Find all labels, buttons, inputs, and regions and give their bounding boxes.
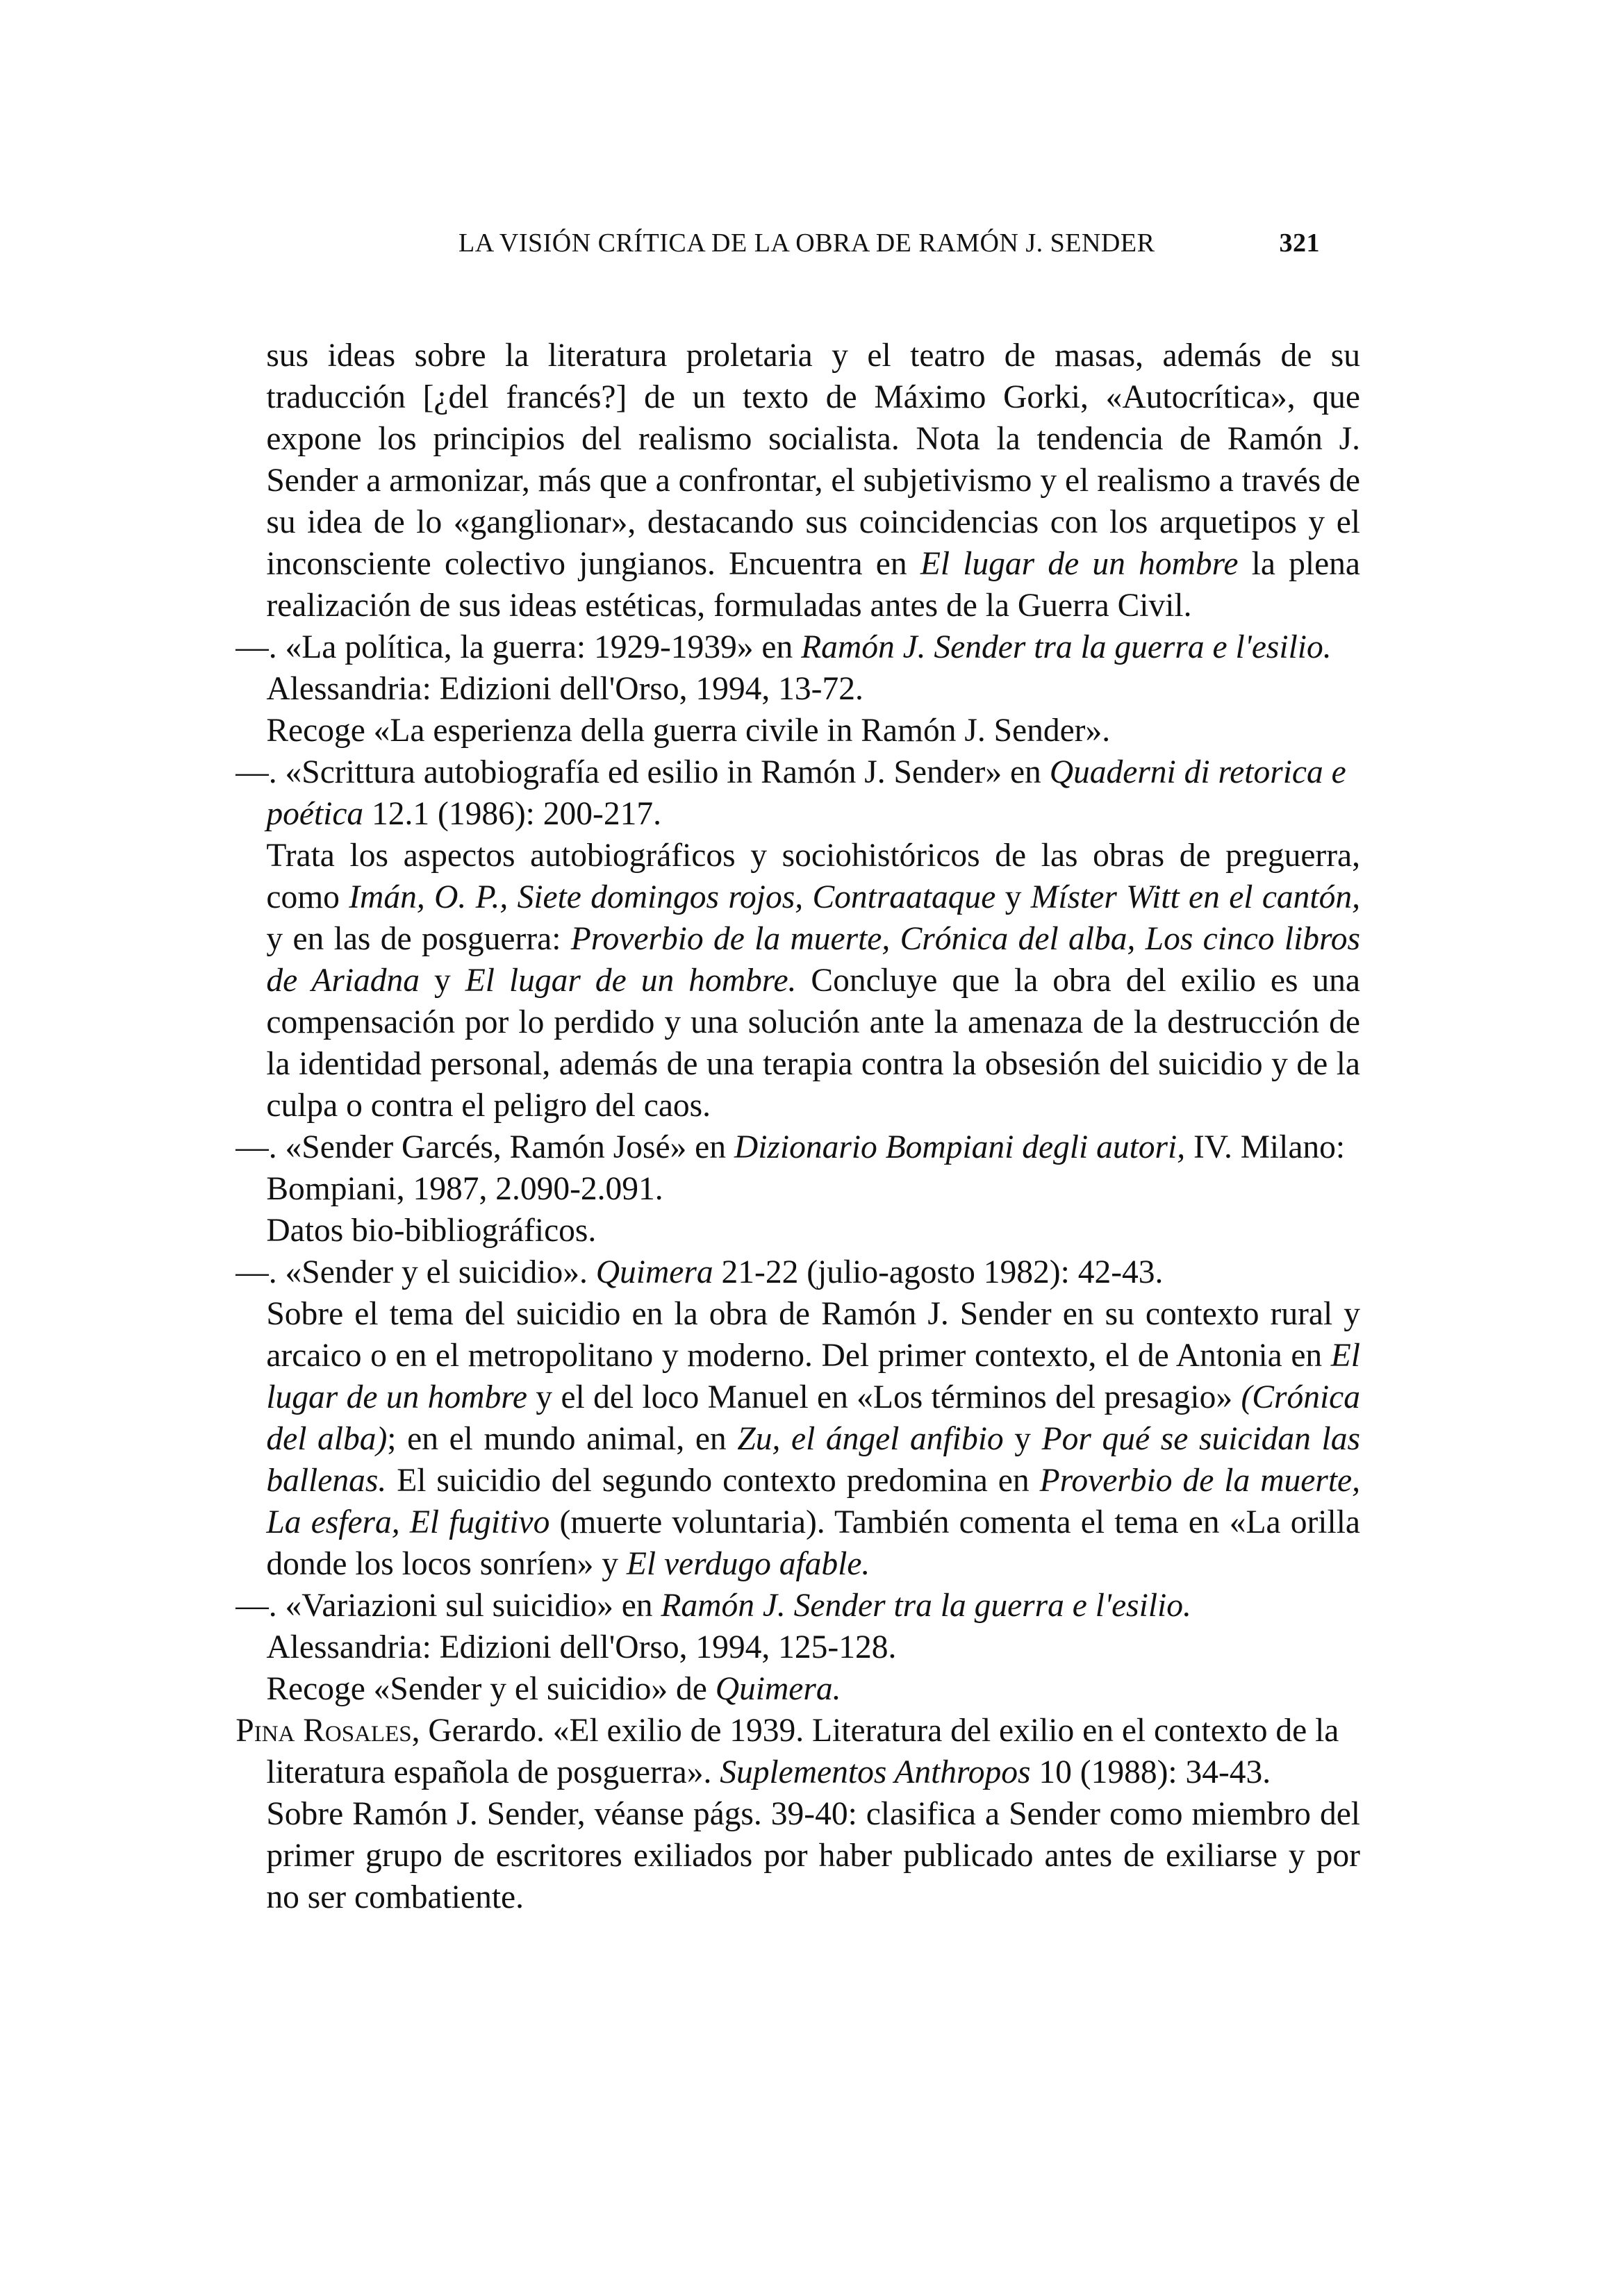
text-run: y: [995, 879, 1031, 915]
text-run: Trata los aspectos autobiográficos y sociohistóricos de las obras de preguerra, como: [266, 838, 1360, 915]
italic-title: El lugar de un hombre: [266, 1338, 1360, 1415]
text-run: 10 (1988): 34-43.: [1030, 1754, 1271, 1790]
bibliography-entry: [235, 1126, 1360, 1251]
entry-summary: [235, 710, 1360, 751]
author-name: Pina Rosales: [235, 1713, 412, 1749]
text-run: —. «La política, la guerra: 1929-1939» en: [235, 629, 802, 665]
italic-title: (Crónica del alba): [266, 1379, 1360, 1457]
entry-summary: [235, 1293, 1360, 1585]
bibliography-entry: [235, 1585, 1360, 1710]
text-run: —. «Sender y el suicidio».: [235, 1254, 596, 1290]
italic-title: El verdugo afable.: [626, 1546, 870, 1582]
text-run: sus ideas sobre la literatura proletaria y el teatro de masas, además de su traducción [¿del francés?] de un texto de Máximo Gorki, «Autocrítica», que expone los principios del realismo socialista. Nota la tendencia de Ramón J. Sender a armonizar, más que a confrontar, el subjetivismo y el realismo a través de su idea de lo «ganglionar», destacando sus coincidencias con los arquetipos y el inconsciente colectivo jungianos. Encuentra en: [266, 338, 1360, 582]
italic-title: Míster Witt en el cantón,: [1030, 879, 1360, 915]
bibliography-entry: [235, 626, 1360, 751]
text-run: —. «Variazioni sul suicidio» en: [235, 1588, 661, 1624]
bibliography-entry: [235, 1251, 1360, 1585]
page-number: 321: [1279, 228, 1320, 258]
italic-title: Zu, el ángel anfibio: [737, 1421, 1004, 1457]
bibliography-entry: [235, 1710, 1360, 1918]
entry-summary: [235, 835, 1360, 1126]
text-run: Alessandria: Edizioni dell'Orso, 1994, 125-128.: [266, 1629, 897, 1665]
entry-citation: [235, 751, 1360, 835]
bibliography-body: [235, 335, 1360, 1918]
entry-continuation: [235, 335, 1360, 626]
text-run: y el del loco Manuel en «Los términos del presagio»: [527, 1379, 1241, 1415]
entry-summary: [235, 335, 1360, 626]
italic-title: El lugar de un hombre: [920, 546, 1239, 582]
text-run: —. «Sender Garcés, Ramón José» en: [235, 1129, 734, 1165]
entry-citation: [235, 1126, 1360, 1210]
text-run: Sobre el tema del suicidio en la obra de Ramón J. Sender en su contexto rural y arcaico o en el metropolitano y moderno. Del primer contexto, el de Antonia en: [266, 1296, 1360, 1374]
page-header: [458, 222, 1320, 264]
entry-summary: [235, 1210, 1360, 1251]
italic-title: Por qué se suicidan las ballenas.: [266, 1421, 1360, 1499]
italic-title: Quaderni di retorica e poética: [266, 754, 1346, 832]
text-run: —. «Scrittura autobiografía ed esilio in Ramón J. Sender» en: [235, 754, 1050, 790]
entry-citation: [235, 1585, 1360, 1668]
italic-title: Ramón J. Sender tra la guerra e l'esilio.: [801, 629, 1332, 665]
text-run: ; en el mundo animal, en: [387, 1421, 738, 1457]
entry-citation: [235, 1251, 1360, 1293]
text-run: Sobre Ramón J. Sender, véanse págs. 39-40: clasifica a Sender como miembro del primer grupo de escritores exiliados por haber publicado antes de exiliarse y por no ser combatiente.: [266, 1796, 1360, 1915]
italic-title: Ramón J. Sender tra la guerra e l'esilio.: [661, 1588, 1191, 1624]
entry-citation: [235, 1710, 1360, 1793]
text-run: Recoge «Sender y el suicidio» de: [266, 1671, 716, 1707]
text-run: Alessandria: Edizioni dell'Orso, 1994, 13-72.: [266, 671, 863, 707]
italic-title: Dizionario Bompiani degli autori,: [734, 1129, 1186, 1165]
text-run: Datos bio-bibliográficos.: [266, 1213, 597, 1249]
text-run: 12.1 (1986): 200-217.: [363, 796, 661, 832]
text-run: 21-22 (julio-agosto 1982): 42-43.: [713, 1254, 1164, 1290]
italic-title: Proverbio de la muerte, Crónica del alba, Los cinco libros de Ariadna: [266, 921, 1360, 999]
text-run: Recoge «La esperienza della guerra civile in Ramón J. Sender».: [266, 713, 1111, 749]
text-run: IV. Milano: Bompiani, 1987, 2.090-2.091.: [266, 1129, 1346, 1207]
text-run: El suicidio del segundo contexto predomina en: [386, 1463, 1040, 1499]
text-run: , Gerardo. «El exilio de 1939. Literatura del exilio en el contexto de la literatura española de posguerra».: [266, 1713, 1339, 1790]
italic-title: Quimera: [595, 1254, 713, 1290]
text-run: y: [1003, 1421, 1042, 1457]
bibliography-entry: [235, 751, 1360, 1126]
entry-summary: [235, 1793, 1360, 1918]
text-run: (muerte voluntaria). También comenta el tema en «La orilla donde los locos sonríen» y: [266, 1504, 1360, 1582]
text-run: y en las de posguerra:: [266, 921, 571, 957]
text-run: Concluye que la obra del exilio es una compensación por lo perdido y una solución ante la amenaza de la destrucción de la identidad personal, además de una terapia contra la obsesión del suicidio y de la culpa o contra el peligro del caos.: [266, 963, 1361, 1124]
entry-citation: [235, 626, 1360, 710]
italic-title: El lugar de un hombre.: [465, 963, 797, 999]
text-run: y: [420, 963, 465, 999]
italic-title: Quimera.: [715, 1671, 841, 1707]
italic-title: Proverbio de la muerte, La esfera, El fugitivo: [266, 1463, 1360, 1540]
entry-summary: [235, 1668, 1360, 1710]
running-title: LA VISIÓN CRÍTICA DE LA OBRA DE RAMÓN J. SENDER: [458, 228, 1155, 258]
italic-title: Imán, O. P., Siete domingos rojos, Contraataque: [349, 879, 996, 915]
text-run: la plena realización de sus ideas estéticas, formuladas antes de la Guerra Civil.: [266, 546, 1360, 624]
italic-title: Suplementos Anthropos: [720, 1754, 1031, 1790]
